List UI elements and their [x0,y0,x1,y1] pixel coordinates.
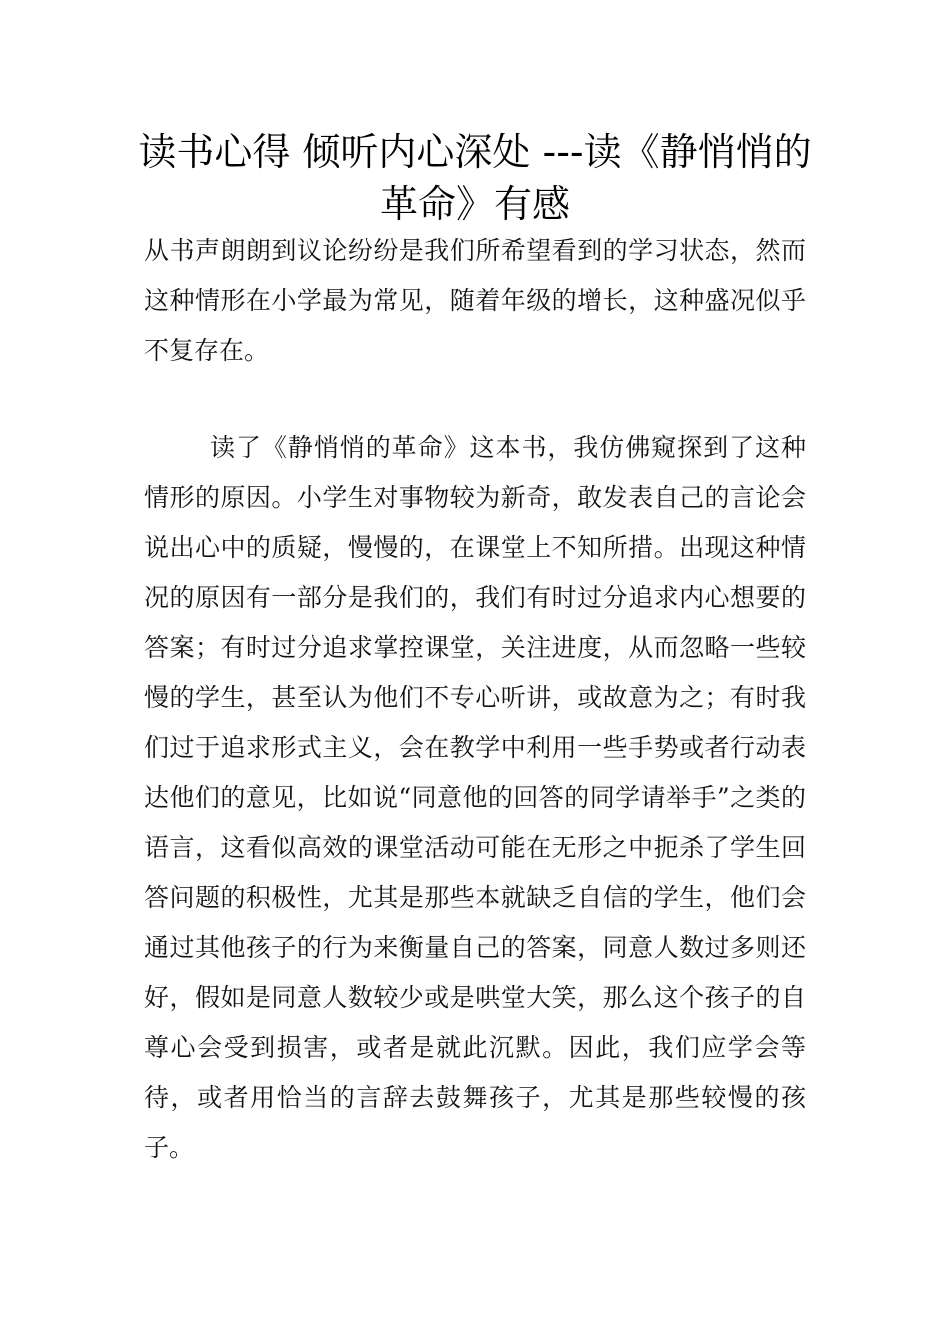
paragraph-2: 读了《静悄悄的革命》这本书，我仿佛窥探到了这种情形的原因。小学生对事物较为新奇，敢发表自己的言论会说出心中的质疑，慢慢的，在课堂上不知所措。出现这种情况的原因有一部分是我们的，我们有时过分追求内心想要的答案；有时过分追求掌控课堂，关注进度，从而忽略一些较慢的学生，甚至认为他们不专心听讲，或故意为之；有时我们过于追求形式主义，会在教学中利用一些手势或者行动表达他们的意见，比如说“同意他的回答的同学请举手”之类的语言，这看似高效的课堂活动可能在无形之中扼杀了学生回答问题的积极性，尤其是那些本就缺乏自信的学生，他们会通过其他孩子的行为来衡量自己的答案，同意人数过多则还好，假如是同意人数较少或是哄堂大笑，那么这个孩子的自尊心会受到损害，或者是就此沉默。因此，我们应学会等待，或者用恰当的言辞去鼓舞孩子，尤其是那些较慢的孩子。 [144,433,806,1162]
document-title: 读书心得 倾听内心深处 ---读《静悄悄的革命》有感 [138,130,812,226]
paragraph-1: 从书声朗朗到议论纷纷是我们所希望看到的学习状态，然而这种情形在小学最为常见，随着年级的增长，这种盛况似乎不复存在。 [144,236,806,365]
